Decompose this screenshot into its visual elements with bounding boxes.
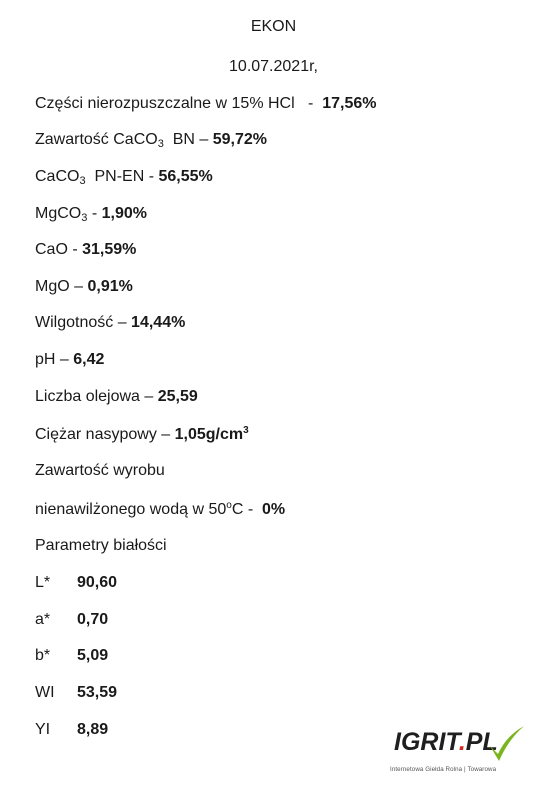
bulk-density-line — [35, 425, 249, 444]
mgo-value: 0,91% — [87, 278, 133, 295]
oil-number-value: 25,59 — [157, 388, 198, 405]
moisture-value: 14,44% — [131, 314, 186, 331]
moisture-label: Wilgotność – — [35, 314, 127, 331]
mgco3-subscript: 3 — [81, 212, 88, 224]
whiteness-key: WI — [35, 684, 55, 701]
whiteness-value: 53,59 — [77, 684, 118, 701]
insoluble-line — [35, 95, 376, 113]
bulk-density-superscript: 3 — [243, 425, 249, 436]
caco3-bn-label: Zawartość CaCO — [35, 131, 158, 148]
whiteness-value: 5,09 — [77, 647, 109, 664]
whiteness-key: L* — [35, 574, 51, 591]
product-content-line-2 — [35, 500, 285, 519]
caco3-bn-label-b: BN – — [172, 131, 209, 148]
mgco3-sep: - — [91, 205, 98, 222]
degree-superscript: o — [226, 500, 232, 511]
oil-number-label: Liczba olejowa – — [35, 388, 154, 405]
insoluble-label: Części nierozpuszczalne w 15% HCl — [35, 95, 295, 112]
logo-brand-a: IGRIT — [394, 728, 459, 756]
mgo-line — [35, 278, 133, 296]
whiteness-row — [35, 684, 117, 702]
product-content-label-2b: C - — [231, 501, 254, 518]
whiteness-key: b* — [35, 647, 51, 664]
oil-number-line — [35, 388, 198, 406]
whiteness-key: a* — [35, 611, 51, 628]
whiteness-row — [35, 647, 108, 665]
caco3-bn-value: 59,72% — [212, 131, 268, 148]
caco3-pnen-subscript: 3 — [79, 175, 86, 187]
whiteness-value: 8,89 — [77, 721, 109, 738]
cao-label: CaO - — [35, 241, 78, 258]
ph-value: 6,42 — [73, 351, 105, 368]
mgco3-value: 1,90% — [101, 205, 147, 222]
bulk-density-label: Ciężar nasypowy – — [35, 426, 171, 443]
logo-brand-b: PL — [465, 728, 498, 756]
caco3-pnen-value: 56,55% — [158, 168, 213, 185]
caco3-pnen-label-b: PN-EN - — [94, 168, 155, 185]
whiteness-value: 0,70 — [77, 611, 109, 628]
product-content-line-1 — [35, 462, 165, 480]
product-content-label-1: Zawartość wyrobu — [35, 462, 165, 479]
logo-tagline: Internetowa Giełda Rolna | Towarowa — [390, 766, 497, 773]
whiteness-key: YI — [35, 721, 51, 738]
caco3-pnen-label: CaCO — [35, 168, 80, 185]
ph-line — [35, 351, 104, 369]
product-content-label-2: nienawilżonego wodą w 50 — [35, 501, 227, 518]
insoluble-sep: - — [308, 95, 314, 112]
whiteness-row — [35, 721, 108, 739]
caco3-bn-line — [35, 131, 267, 150]
igrit-logo — [388, 727, 528, 777]
caco3-bn-subscript: 3 — [157, 138, 164, 150]
insoluble-value: 17,56% — [322, 95, 377, 112]
product-content-value: 0% — [262, 501, 286, 518]
whiteness-row — [35, 574, 117, 592]
whiteness-row — [35, 611, 108, 629]
cao-line — [35, 241, 136, 259]
cao-value: 31,59% — [82, 241, 137, 258]
moisture-line — [35, 314, 185, 332]
whiteness-value: 90,60 — [77, 574, 118, 591]
logo-dot: . — [458, 728, 466, 756]
document-date: 10.07.2021r, — [229, 58, 318, 75]
whiteness-title: Parametry białości — [35, 537, 167, 554]
company-name: EKON — [250, 18, 297, 35]
mgco3-label: MgCO — [35, 205, 82, 222]
mgo-label: MgO – — [35, 278, 84, 295]
bulk-density-value: 1,05g/cm — [174, 426, 244, 443]
caco3-pnen-line — [35, 168, 213, 187]
ph-label: pH – — [35, 351, 69, 368]
mgco3-line — [35, 205, 147, 224]
checkmark-icon — [480, 724, 526, 764]
